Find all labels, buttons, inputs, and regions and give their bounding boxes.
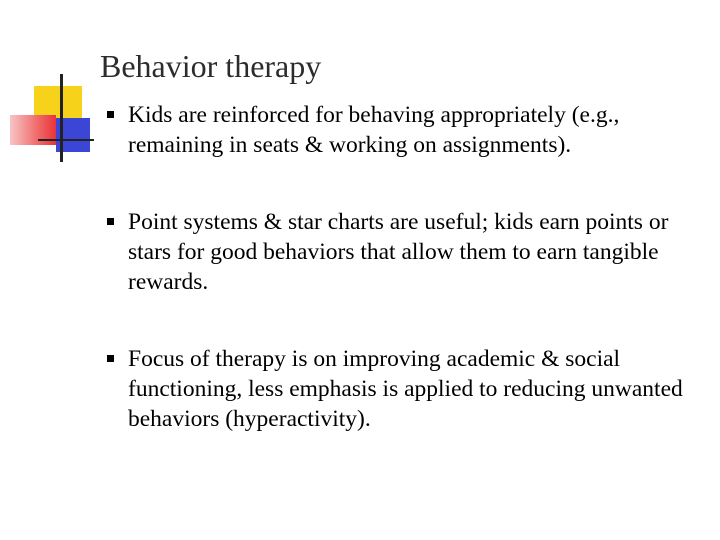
square-bullet-icon (107, 111, 114, 118)
bullet-text: Kids are reinforced for behaving appropriately (e.g., remaining in seats & working on assignments). (128, 102, 620, 158)
bullet-list (112, 100, 698, 434)
vertical-line-decoration (60, 74, 63, 162)
slide-title: Behavior therapy (100, 48, 322, 84)
square-bullet-icon (107, 218, 114, 225)
bullet-item (112, 207, 698, 297)
square-bullet-icon (107, 355, 114, 362)
horizontal-line-decoration (38, 139, 94, 141)
bullet-item (112, 344, 698, 434)
bullet-item (112, 100, 698, 160)
bullet-text: Point systems & star charts are useful; kids earn points or stars for good behaviors that allow them to earn tangible rewards. (128, 209, 669, 295)
bullet-text: Focus of therapy is on improving academic & social functioning, less emphasis is applied to reducing unwanted behaviors (hyperactivity). (128, 346, 683, 432)
